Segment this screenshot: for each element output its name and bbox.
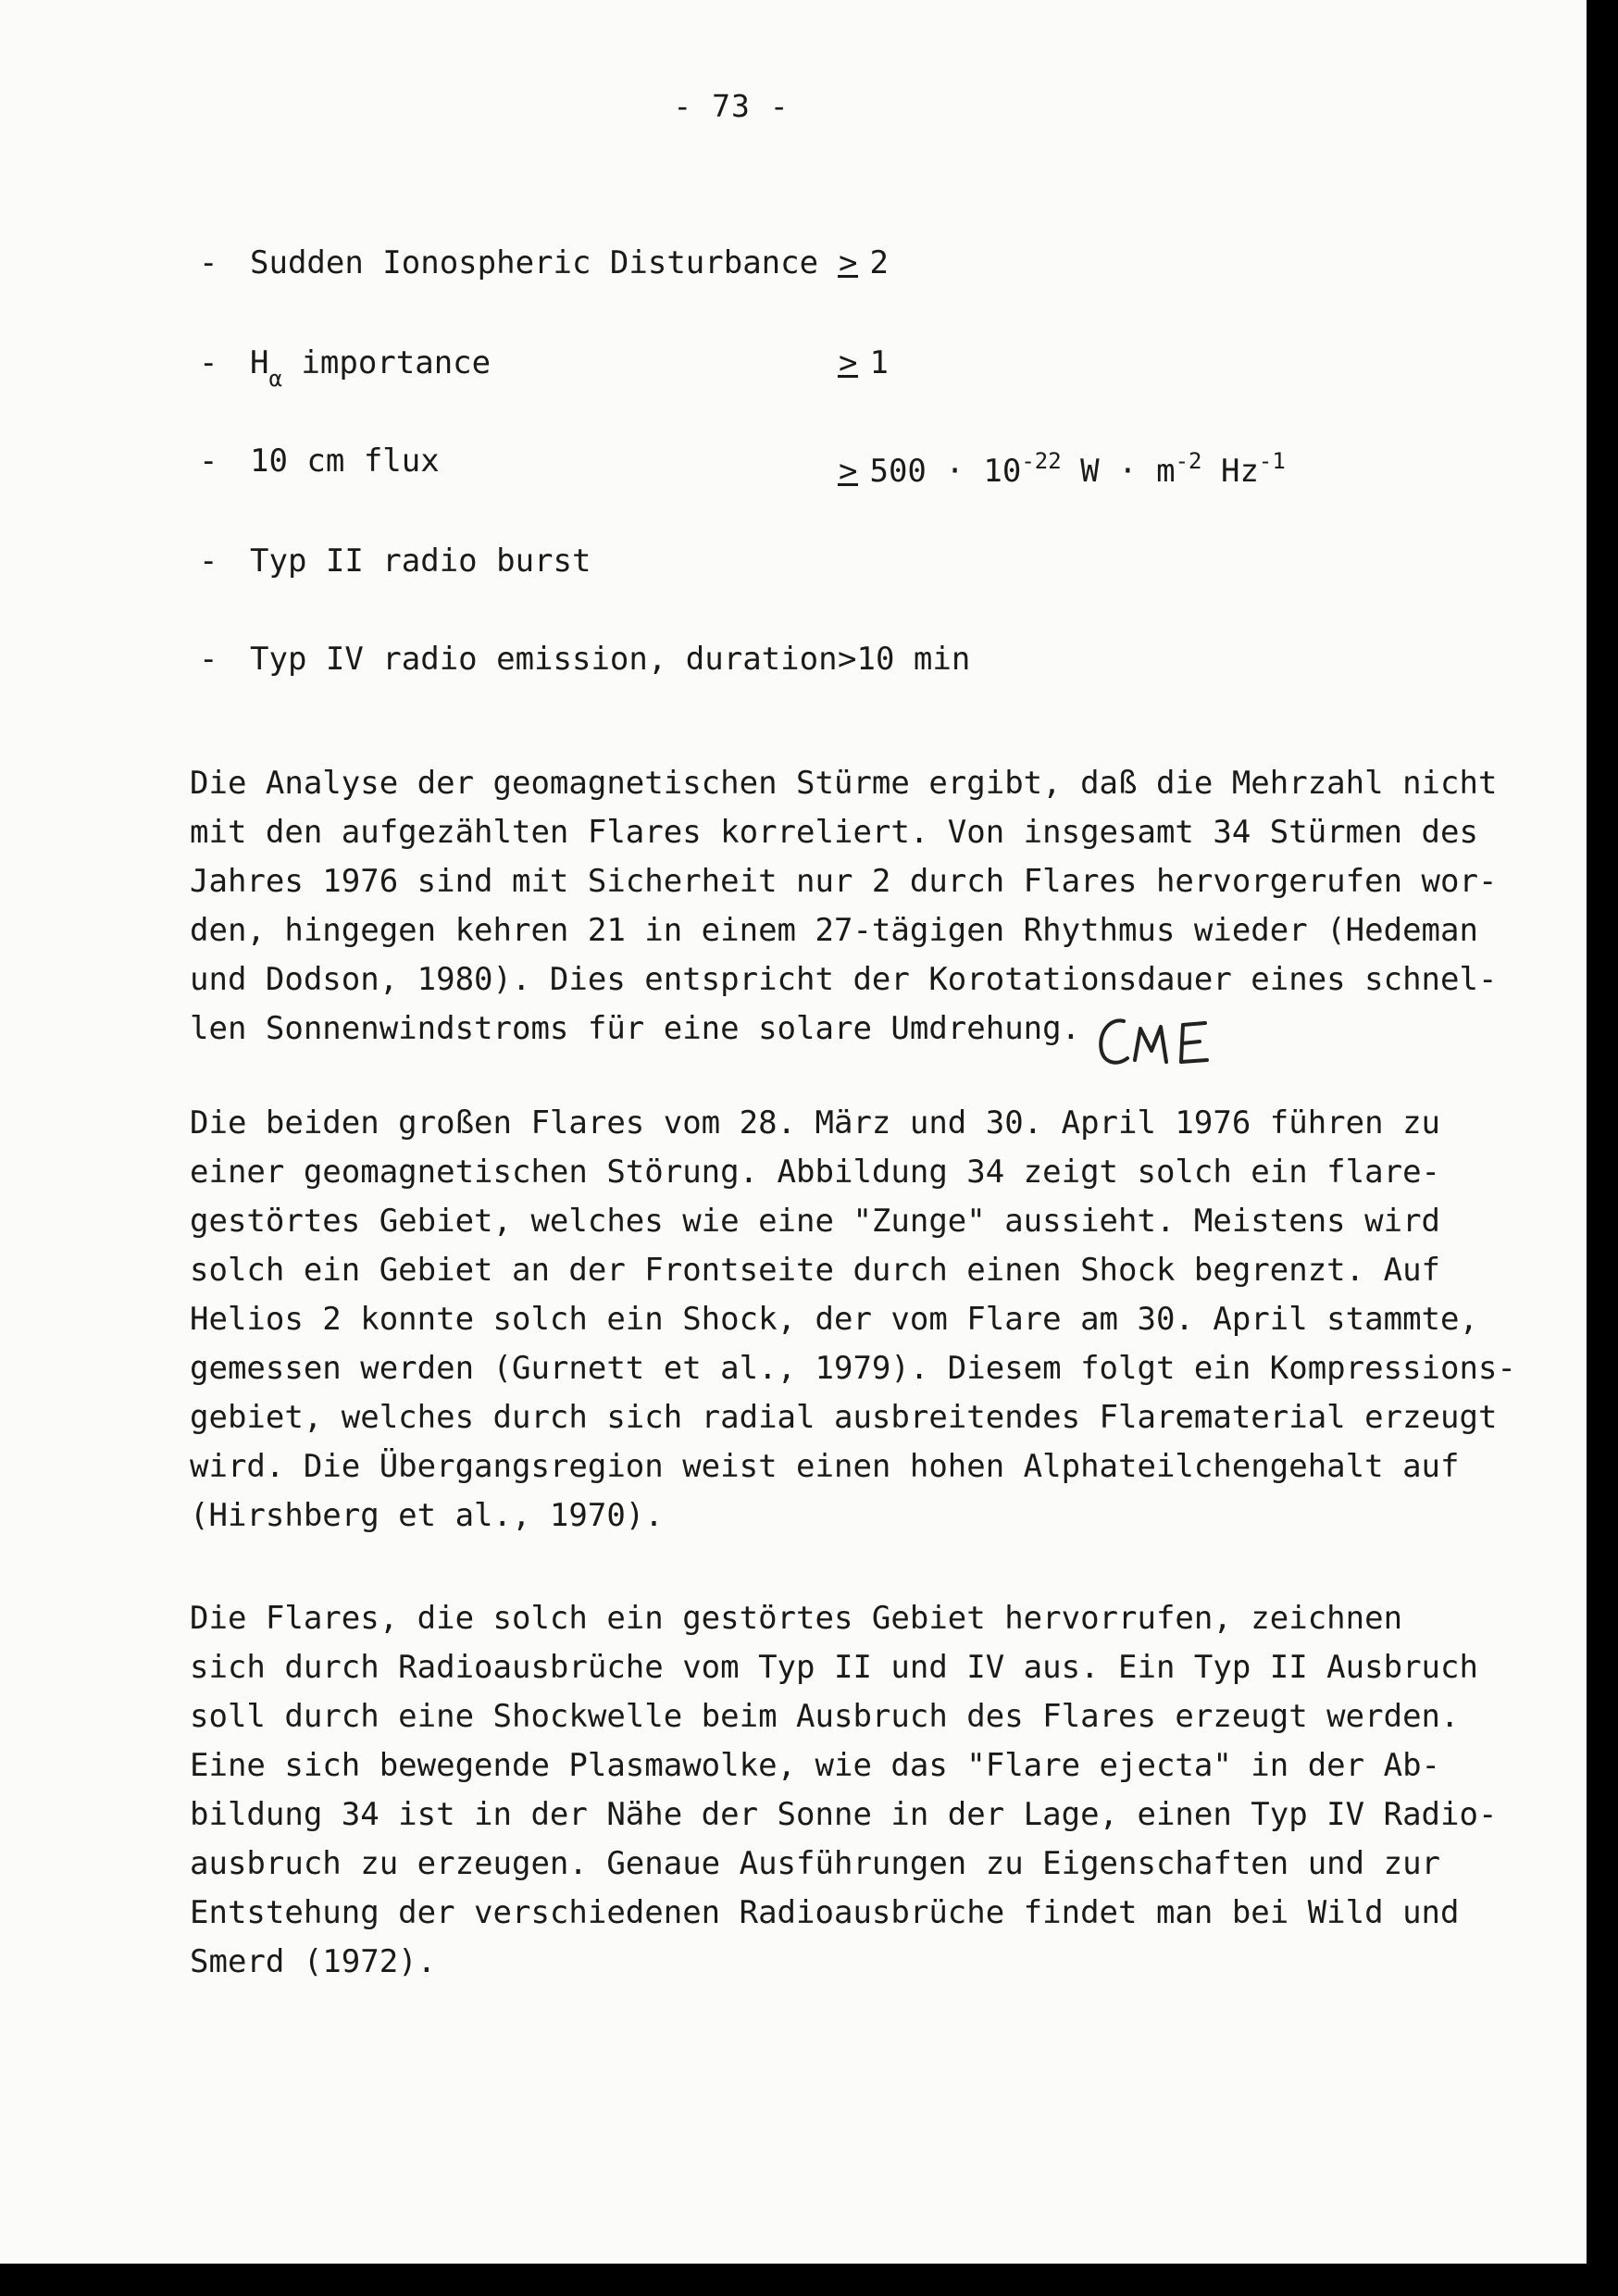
criterion-label-rest: importance (301, 344, 492, 381)
criterion-value: > 2 (839, 244, 889, 281)
page-number: - 73 - (673, 88, 790, 124)
paragraph-3 (190, 1594, 1498, 1987)
text-line: solch ein Gebiet an der Frontseite durch einen Shock begrenzt. Auf (190, 1252, 1441, 1289)
paragraph-2 (190, 1099, 1516, 1541)
criterion-label: Typ II radio burst (250, 543, 591, 580)
scan-border-right (1587, 0, 1618, 2296)
text-line: ausbruch zu erzeugen. Genaue Ausführungen zu Eigenschaften und zur (190, 1845, 1441, 1882)
criterion-h-alpha (199, 339, 889, 392)
text-line: Die Flares, die solch ein gestörtes Gebiet hervorrufen, zeichnen (190, 1600, 1403, 1637)
criterion-typ-ii (199, 537, 591, 585)
text-line: Jahres 1976 sind mit Sicherheit nur 2 durch Flares hervorgerufen wor- (190, 863, 1498, 900)
text-line: len Sonnenwindstroms für eine solare Umdrehung. (190, 1010, 1081, 1047)
text-line: gebiet, welches durch sich radial ausbreitendes Flarematerial erzeugt (190, 1399, 1498, 1436)
text-line: Die Analyse der geomagnetischen Stürme ergibt, daß die Mehrzahl nicht (190, 765, 1498, 802)
criterion-label: 10 cm flux (250, 443, 440, 480)
list-dash: - (199, 443, 218, 480)
text-line: soll durch eine Shockwelle beim Ausbruch des Flares erzeugt werden. (190, 1698, 1460, 1735)
list-dash: - (199, 641, 218, 678)
ge-symbol: > (839, 244, 858, 281)
text-line: Helios 2 konnte solch ein Shock, der vom Flare am 30. April stammte, (190, 1301, 1478, 1338)
text-line: sich durch Radioausbrüche vom Typ II und IV aus. Ein Typ II Ausbruch (190, 1649, 1478, 1686)
text-line: Smerd (1972). (190, 1943, 437, 1980)
text-line: gestörtes Gebiet, welches wie eine "Zunge" aussieht. Meistens wird (190, 1203, 1441, 1240)
list-dash: - (199, 244, 218, 281)
text-line: Die beiden großen Flares vom 28. März und 30. April 1976 führen zu (190, 1104, 1441, 1142)
text-line: und Dodson, 1980). Dies entspricht der Korotationsdauer eines schnel- (190, 961, 1498, 998)
text-line: mit den aufgezählten Flares korreliert. Von insgesamt 34 Stürmen des (190, 814, 1478, 851)
handwriting-cme (1092, 1004, 1240, 1079)
text-line: gemessen werden (Gurnett et al., 1979). Diesem folgt ein Kompressions- (190, 1350, 1516, 1387)
alpha-subscript: α (268, 366, 282, 392)
text-line: bildung 34 ist in der Nähe der Sonne in der Lage, einen Typ IV Radio- (190, 1796, 1498, 1833)
criterion-value: > 1 (839, 344, 889, 381)
scan-border-bottom (0, 2264, 1618, 2296)
handwritten-annotation (1092, 1004, 1240, 1079)
text-line: (Hirshberg et al., 1970). (190, 1497, 664, 1534)
criterion-typ-iv (199, 635, 971, 683)
list-dash: - (199, 344, 218, 381)
text-line: wird. Die Übergangsregion weist einen hohen Alphateilchengehalt auf (190, 1448, 1460, 1485)
criterion-10cm-flux (199, 437, 1286, 490)
criterion-label: Sudden Ionospheric Disturbance (250, 244, 819, 281)
text-line: den, hingegen kehren 21 in einem 27-tägigen Rhythmus wieder (Hedeman (190, 912, 1478, 949)
criterion-sid (199, 239, 889, 287)
criterion-value: > $500 \cdot 10^{-22}$ $W \cdot m^{-2}$ $Hz^{-1}$ (839, 448, 1286, 490)
list-dash: - (199, 543, 218, 580)
ge-symbol: > (839, 453, 858, 490)
criterion-value: >10 min (838, 641, 971, 678)
criterion-label: Typ IV radio emission, duration (250, 641, 838, 678)
text-line: Eine sich bewegende Plasmawolke, wie das "Flare ejecta" in der Ab- (190, 1747, 1441, 1784)
text-line: einer geomagnetischen Störung. Abbildung 34 zeigt solch ein flare- (190, 1154, 1441, 1191)
ge-symbol: > (839, 344, 858, 381)
text-line: Entstehung der verschiedenen Radioausbrüche findet man bei Wild und (190, 1894, 1460, 1931)
criterion-label: H (250, 344, 269, 381)
